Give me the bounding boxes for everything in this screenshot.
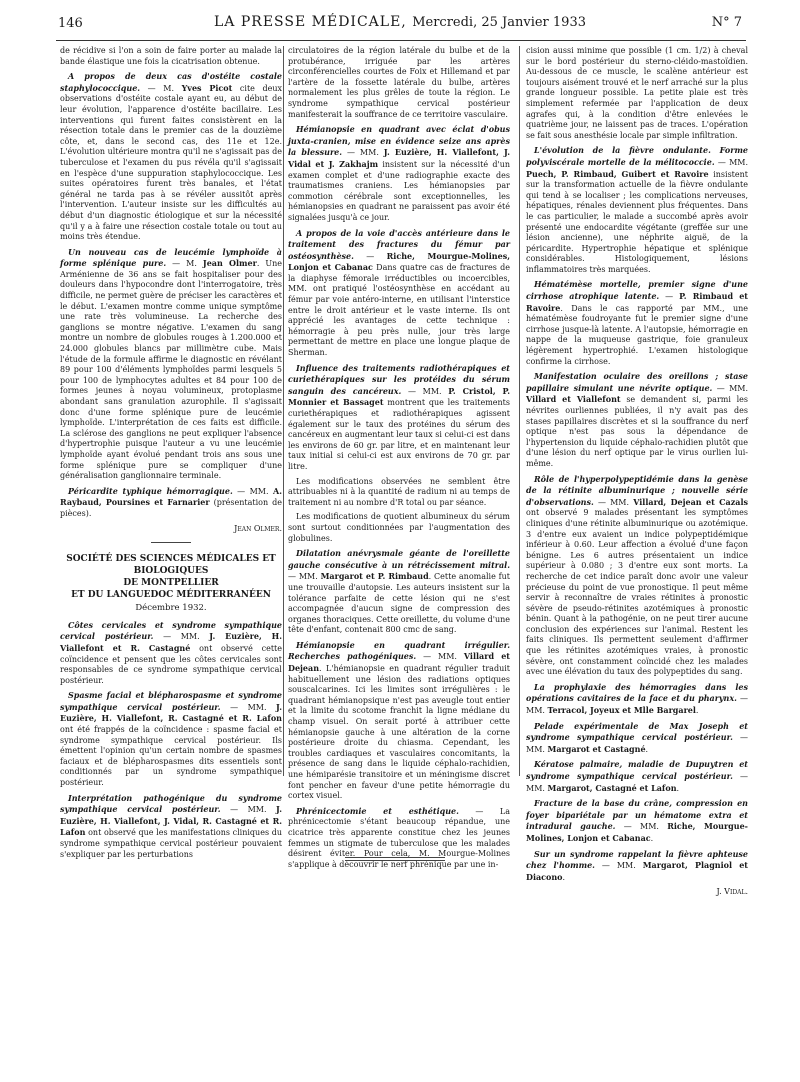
- article-authors: Yves Picot: [181, 82, 233, 93]
- article: A propos de la voie d'accès antérieure dans le traitement des fractures du fémur par ostéosynthèse. — Riche, Mourgue-Molines, Lonjon et Cabanac Dans quatre cas de fractures de la diaphyse fémorale irréductibles ou incoercibles, MM. ont pratiqué l'ostéosynthèse en accédant au fémur par voie antéro-interne, en utilisant l'interstice entre le droit antérieur et le vaste interne. Ils ont apprécié les avantages de cette technique : hémorragie à peu près nulle, jour très large permettant de mettre en place une longue plaque de Sherman.: [288, 227, 510, 358]
- society-line: ET DU LANGUEDOC MÉDITERRANÉEN: [71, 590, 271, 601]
- article-title: Influence des traitements radiothérapiques et curiethérapiques sur les protéides du sérum sanguin des cancéreux.: [288, 362, 510, 396]
- article-authors: P. Cristol, P. Monnier et Bassaget: [288, 385, 510, 408]
- article-title: Pelade expérimentale de Max Joseph et syndrome sympathique cervical postérieur.: [526, 720, 748, 743]
- article-title: La prophylaxie des hémorragies dans les opérations cavitaires de la face et du pharynx.: [526, 681, 748, 704]
- article-authors: Margarot, Plagniol et Diacono: [526, 860, 748, 882]
- column-1: [60, 46, 282, 864]
- article-authors: A. Raybaud, Poursines et Farnarier: [60, 485, 282, 508]
- article-title: Rôle de l'hyperpolypeptidémie dans la genèse de la rétinite albuminurique ; nouvelle série d'observations.: [526, 473, 748, 507]
- article-authors: Margarot et Castagné: [547, 743, 646, 754]
- article: L'évolution de la fièvre ondulante. Forme polyviscérale mortelle de la mélitococcie. — MM. Puech, P. Rimbaud, Guibert et Ravoire insistent sur la transformation actuelle de la fièvre ondulante qui tend à se localiser ; les complications nerveuses, hépatiques, rénales deviennent plus fréquentes. Dans le cas particulier, le malade a succombé après avoir présenté une endocardite végétante (greffée sur une lésion ancienne), une néphrite aiguë, de la péricardite. Hypertrophie hépatique et splénique considérables. Histologiquement, lésions inflammatoires très marquées.: [526, 145, 749, 274]
- paragraph: cision aussi minime que possible (1 cm. 1/2) à cheval sur le bord postérieur du sterno-cléido-mastoïdien. Au-dessous de ce muscle, le scalène antérieur est toujours aisément trouvé et le nerf arraché sur la plus grande longueur possible. La petite plaie est très simplement refermée par l'application de deux agrafes qui, à la condition d'être enlevées le quatrième jour, ne laissent pas de traces. L'opération se fait sous anesthésie locale par simple infiltration.: [526, 46, 748, 140]
- end-rule: [345, 860, 445, 861]
- article-body: L'hémianopsie en quadrant régulier traduit habituellement une lésion des radiations optiques souscalcarines. Ici les limites sont irrégulières : le quadrant hémianopsique n'est pas aveugle tout entier et la limite du scotome franchit la ligne médiane du champ visuel. On serait porté à attribuer cette hémianopsie gauche à une altération de la corne postérieure droite du chiasma. Cependant, les troubles cardiaques et vasculaires concomitants, la présence de sang dans le liquide céphalo-rachidien, une hémiparésie transitoire et un méningisme discret font pencher en faveur d'une petite hémorragie du cortex visuel.: [288, 664, 510, 801]
- article: Interprétation pathogénique du syndrome sympathique cervical postérieur. — MM. J. Euzière, H. Viallefont, J. Vidal, R. Castagné et R. Lafon ont observé que les manifestations cliniques du syndrome sympathique cervical postérieur pouvaient s'expliquer par les perturbations: [60, 792, 282, 859]
- page-header: [50, 12, 750, 34]
- article: Hémianopsie en quadrant irrégulier. Recherches pathogéniques. — MM. Villard et Dejean. L'hémianopsie en quadrant régulier traduit habituellement une lésion des radiations optiques souscalcarines. Ici les limites sont irrégulières : le quadrant hémianopsique n'est pas aveugle tout entier et la limite du scotome franchit la ligne médiane du champ visuel. On serait porté à attribuer cette hémianopsie gauche à une altération de la corne postérieure droite du chiasma. Cependant, les troubles cardiaques et vasculaires concomitants, la présence de sang dans le liquide céphalo-rachidien, une hémiparésie transitoire et un méningisme discret font pencher en faveur d'une petite hémorragie du cortex visuel.: [288, 639, 510, 801]
- article: Pelade expérimentale de Max Joseph et syndrome sympathique cervical postérieur. — MM. Margarot et Castagné.: [526, 720, 748, 754]
- article: La prophylaxie des hémorragies dans les opérations cavitaires de la face et du pharynx. — MM. Terracol, Joyeux et Mlle Bargarel.: [526, 681, 748, 716]
- article: Manifestation oculaire des oreillons ; stase papillaire simulant une névrite optique. — MM. Villard et Viallefont se demandent si, parmi les névrites ourliennes publiées, il n'y avait pas des stases papillaires discrètes et si la souffrance du nerf optique n'est pas sous la dépendance de l'hypertension du liquide céphalo-rachidien plutôt que d'une lésion du nerf optique par le virus ourlien lui-même.: [526, 371, 749, 468]
- article-body: cite deux observations d'ostéite costale ayant eu, au début de leur évolution, l'apparence d'ostéite bacillaire. Les interventions qui furent faites consistèrent en la résection totale dans le premier cas de la douzième côte, et, dans le second cas, des 11e et 12e. L'évolution ultérieure montra qu'il ne s'agissait pas de tuberculose et l'examen du pus révéla qu'il s'agissait en l'espèce d'une suppuration staphylococcique. Les suites opératoires furent très banales, et l'état général ne tarda pas à se révéler aussitôt après l'intervention. L'auteur insiste sur les difficultés au début d'un diagnostic étiologique et sur la nécessité qu'il y a à faire une résection costale totale ou tout au moins très étendue.: [60, 83, 282, 242]
- article-title: Péricardite typhique hémorragique.: [68, 485, 233, 496]
- journal-title: LA PRESSE MÉDICALE,: [214, 14, 407, 30]
- article-authors: J. Euzière, H. Viallefont, R. Castagné et R. Lafon: [60, 701, 282, 724]
- article-title: Dilatation anévrysmale géante de l'oreillette gauche consécutive à un rétrécissement mitral.: [288, 548, 510, 570]
- header-rule: [56, 40, 746, 41]
- article-title: Hématémèse mortelle, premier signe d'une cirrhose atrophique latente.: [526, 279, 748, 302]
- article-body: Dans le cas rapporté par MM., une hématémèse foudroyante fut le premier signe d'une cirrhose jusque-là latente. A l'autopsie, hémorragie en nappe de la muqueuse gastrique, foie granuleux légèrement hypertrophié. L'examen histologique confirme la cirrhose.: [526, 303, 748, 366]
- article-title: Hémianopsie en quadrant avec éclat d'obus juxta-cranien, mise en évidence seize ans après la blessure.: [288, 124, 510, 158]
- article: A propos de deux cas d'ostéite costale staphylococcique. — M. Yves Picot cite deux observations d'ostéite costale ayant eu, au début de leur évolution, l'apparence d'ostéite bacillaire. Les interventions qui furent faites consistèrent en la résection totale dans le premier cas de la douzième côte, et, dans le second cas, des 11e et 12e. L'évolution ultérieure montra qu'il ne s'agissait pas de tuberculose et l'examen du pus révéla qu'il s'agissait en l'espèce d'une suppuration staphylococcique. Les suites opératoires furent très banales, et l'état général ne tarda pas à se révéler aussitôt après l'intervention. L'auteur insiste sur les difficultés au début d'un diagnostic étiologique et sur la nécessité qu'il y a à faire une résection costale totale ou tout au moins très étendue.: [60, 71, 282, 242]
- article-authors: J. Euzière, H. Viallefont et R. Castagné: [60, 631, 283, 653]
- paragraph: circulatoires de la région latérale du bulbe et de la protubérance, irriguée par les artères circonférencielles courtes de Foix et Hillemand et par l'artère de la fossette latérale du bulbe, artères normalement les plus grêles de toute la région. Le syndrome sympathique cervical postérieur manifesterait la souffrance de ce territoire vasculaire.: [288, 46, 510, 119]
- signature: Jean Olmer.: [234, 523, 282, 533]
- issue-number: N° 7: [711, 15, 742, 30]
- article-body: se demandent si, parmi les névrites ourliennes publiées, il n'y avait pas des stases papillaires discrètes et si la souffrance du nerf optique n'est pas sous la dépendance de l'hypertension du liquide céphalo-rachidien plutôt que d'une lésion du nerf optique par le virus ourlien lui-même.: [526, 395, 749, 468]
- article: Kératose palmaire, maladie de Dupuytren et syndrome sympathique cervical postérieur. — MM. Margarot, Castagné et Lafon.: [526, 759, 748, 793]
- article-authors: Puech, P. Rimbaud, Guibert et Ravoire: [526, 168, 709, 179]
- article-title: Kératose palmaire, maladie de Dupuytren et syndrome sympathique cervical postérieur.: [526, 759, 748, 781]
- article: Phrénicectomie et esthétique. — La phrénicectomie s'étant beaucoup répandue, une cicatrice très apparente constitue chez les jeunes femmes un stigmate de tuberculose que les malades désirent éviter. Pour cela, M. Mourgue-Molines s'applique à découvrir le nerf phrénique par une in-: [288, 805, 510, 869]
- article-authors: Margarot et P. Rimbaud: [320, 571, 429, 582]
- column-2: [288, 46, 510, 874]
- article-title: A propos de deux cas d'ostéite costale staphylococcique.: [60, 71, 282, 93]
- article: Un nouveau cas de leucémie lymphoïde à forme splénique pure. — M. Jean Olmer. Une Arménienne de 36 ans se fait hospitaliser pour des douleurs dans l'hypocondre dont l'interrogatoire, très difficile, ne permet guère de préciser les caractères et le début. L'examen montre comme unique symptôme une rate très volumineuse. La recherche des ganglions se montre négative. L'examen du sang montre un nombre de globules rouges à 1.200.000 et 24.000 globules blancs par millimètre cube. Mais l'étude de la formule affirme le diagnostic en révélant 89 pour 100 d'éléments lymphoïdes parmi lesquels 5 pour 100 de lymphocytes adultes et 84 pour 100 de formes jeunes à noyau volumineux, protoplasme abondant sans granulation azurophile. Il s'agissait donc d'une forme splénique pure de leucémie lymphoïde. L'interprétation de ces faits est difficile. La sclérose des ganglions ne peut expliquer l'absence d'hypertrophie puisque l'auteur a vu une leucémie lymphoïde ayant évolué pendant trois ans sous une forme splénique pure se compliquer d'une généralisation ganglionnaire terminale.: [60, 246, 283, 481]
- article-body: ont observé cette coïncidence et pensent que les côtes cervicales sont responsables de ce syndrome sympathique cervical postérieur.: [60, 643, 282, 685]
- article: Hématémèse mortelle, premier signe d'une cirrhose atrophique latente. — P. Rimbaud et Ravoire. Dans le cas rapporté par MM., une hématémèse foudroyante fut le premier signe d'une cirrhose jusque-là latente. A l'autopsie, hémorragie en nappe de la muqueuse gastrique, foie granuleux légèrement hypertrophié. L'examen histologique confirme la cirrhose.: [526, 279, 748, 366]
- article-body: ont observé que les manifestations cliniques du syndrome sympathique cervical postérieur pouvaient s'expliquer par les perturbations: [60, 828, 282, 859]
- article-body: (présentation de pièces).: [60, 498, 282, 518]
- column-divider: [519, 46, 520, 776]
- paragraph: de récidive si l'on a soin de faire porter au malade la bande élastique une fois la cicatrisation obtenue.: [60, 46, 282, 66]
- article: Hémianopsie en quadrant avec éclat d'obus juxta-cranien, mise en évidence seize ans après la blessure. — MM. J. Euzière, H. Viallefont, J. Vidal et J. Zakhajm insistent sur la nécessité d'un examen complet et d'une radiographie exacte des traumatismes craniens. Les hémianopsies par commotion cérébrale sont exceptionnelles, les hémianopsies en quadrant ne paraissent pas avoir été signalées jusqu'à ce jour.: [288, 124, 511, 222]
- article-authors: Riche, Mourgue-Molines, Lonjon et Cabanac: [526, 821, 749, 843]
- article-authors: Villard et Viallefont: [526, 394, 621, 405]
- society-line: DE MONTPELLIER: [123, 578, 219, 589]
- article-title: Hémianopsie en quadrant irrégulier. Recherches pathogéniques.: [288, 639, 510, 662]
- article-title: L'évolution de la fièvre ondulante. Forme polyviscérale mortelle de la mélitococcie.: [526, 145, 748, 167]
- column-3: [526, 46, 748, 902]
- article-authors: Villard et Dejean: [288, 651, 510, 674]
- end-rule: [345, 857, 445, 858]
- article-body: ont été frappés de la coïncidence : spasme facial et syndrome sympathique cervical postérieur. Ils émettent l'opinion qu'un certain nombre de spasmes faciaux et de blépharospasmes dits essentiels sont conditionnés par un syndrome sympathique postérieur.: [60, 725, 282, 788]
- column-divider: [283, 46, 284, 776]
- article-body: Cette anomalie fut une trouvaille d'autopsie. Les auteurs insistent sur la tolérance parfaite de cette lésion qui ne s'est accompagnée d'aucun signe de compression des organes thoraciques. Cette oreillette, du volume d'une tête d'enfant, contenait 800 cmc de sang.: [288, 572, 510, 635]
- article: Sur un syndrome rappelant la fièvre aphteuse chez l'homme. — MM. Margarot, Plagniol et Diacono.: [526, 848, 748, 882]
- article-body: ont observé 9 malades présentant les symptômes cliniques d'une rétinite albuminurique ou azotémique. 3 d'entre eux avaient un indice polypeptidémique inférieur à 0.60. Leur affection a évolué d'une façon bénigne. Les 6 autres présentaient un indice supérieur à 0.080 ; 3 d'entre eux sont morts. La recherche de cet indice paraît donc avoir une valeur précieuse du point de vue pronostique. Il peut même servir à reconnaître de vraies rétinites à pronostic sévère de pseudo-rétinites azotémiques à pronostic bénin. Quant à la pathogénie, on ne peut tirer aucune conclusion des expériences sur l'animal. Restent les faits cliniques. Ils permettent seulement d'affirmer que les rétinites azotémiques vraies, à pronostic sévère, ont constamment coïncidé chez les malades avec une élévation du taux des polypeptides du sang.: [526, 508, 748, 677]
- article: Fracture de la base du crâne, compression en foyer bipariétale par un hématome extra et intradural gauche. — MM. Riche, Mourgue-Molines, Lonjon et Cabanac.: [526, 798, 749, 843]
- article-authors: P. Rimbaud et Ravoire: [526, 291, 748, 313]
- article-title: Côtes cervicales et syndrome sympathique cervical postérieur.: [60, 619, 282, 642]
- society-heading: [60, 553, 282, 601]
- signature: J. Vidal.: [716, 887, 748, 897]
- article-title: Interprétation pathogénique du syndrome sympathique cervical postérieur.: [60, 792, 282, 815]
- article: Spasme facial et blépharospasme et syndrome sympathique cervical postérieur. — MM. J. Euzière, H. Viallefont, R. Castagné et R. Lafon ont été frappés de la coïncidence : spasme facial et syndrome sympathique cervical postérieur. Ils émettent l'opinion qu'un certain nombre de spasmes faciaux et de blépharospasmes dits essentiels sont conditionnés par un syndrome sympathique postérieur.: [60, 690, 282, 788]
- journal-title-line: [50, 14, 750, 30]
- paragraph: Les modifications de quotient albumineux du sérum sont surtout conditionnées par l'augmentation des globulines.: [288, 512, 510, 543]
- article: Côtes cervicales et syndrome sympathique cervical postérieur. — MM. J. Euzière, H. Viallefont et R. Castagné ont observé cette coïncidence et pensent que les côtes cervicales sont responsables de ce syndrome sympathique cervical postérieur.: [60, 619, 283, 685]
- paragraph: Les modifications observées ne semblent être attribuables ni à la quantité de radium ni au temps de traitement ni au nombre d'R total ou par séance.: [288, 476, 510, 507]
- article-body: montrent que les traitements curiethérapiques et radiothérapiques agissent également sur le taux des protéines du sérum des cancéreux en augmentant leur taux si celui-ci est dans les environs de 60 gr. par litre, et en maintenant leur taux initial si celui-ci est aux environs de 70 gr. par litre.: [288, 398, 510, 471]
- page-number: 146: [58, 16, 83, 31]
- article-body: insistent sur la nécessité d'un examen complet et d'une radiographie exacte des traumatismes craniens. Les hémianopsies par commotion cérébrale sont exceptionnelles, les hémianopsies en quadrant ne paraissent pas avoir été signalées jusqu'à ce jour.: [288, 159, 511, 222]
- separator-rule: [151, 542, 191, 543]
- article-authors: Margarot, Castagné et Lafon: [547, 782, 677, 793]
- article-title: Spasme facial et blépharospasme et syndrome sympathique cervical postérieur.: [60, 690, 282, 712]
- article: Rôle de l'hyperpolypeptidémie dans la genèse de la rétinite albuminurique ; nouvelle série d'observations. — MM. Villard, Dejean et Cazals ont observé 9 malades présentant les symptômes cliniques d'une rétinite albuminurique ou azotémique. 3 d'entre eux avaient un indice polypeptidémique inférieur à 0.60. Leur affection a évolué d'une façon bénigne. Les 6 autres présentaient un indice supérieur à 0.080 ; 3 d'entre eux sont morts. La recherche de cet indice paraît donc avoir une valeur précieuse du point de vue pronostique. Il peut même servir à reconnaître de vraies rétinites à pronostic sévère de pseudo-rétinites azotémiques à pronostic bénin. Quant à la pathogénie, on ne peut tirer aucune conclusion des expériences sur l'animal. Restent les faits cliniques. Ils permettent seulement d'affirmer que les rétinites azotémiques vraies, à pronostic sévère, ont constamment coïncidé chez les malades avec une élévation du taux des polypeptides du sang.: [526, 473, 748, 677]
- article-body: Une Arménienne de 36 ans se fait hospitaliser pour des douleurs dans l'hypocondre dont l'interrogatoire, très difficile, ne permet guère de préciser les caractères et le début. L'examen montre comme unique symptôme une rate très volumineuse. La recherche des ganglions se montre négative. L'examen du sang montre un nombre de globules rouges à 1.200.000 et 24.000 globules blancs par millimètre cube. Mais l'étude de la formule affirme le diagnostic en révélant 89 pour 100 d'éléments lymphoïdes parmi lesquels 5 pour 100 de lymphocytes adultes et 84 pour 100 de formes jeunes à noyau volumineux, protoplasme abondant sans granulation azurophile. Il s'agissait donc d'une forme splénique pure de leucémie lymphoïde. L'interprétation de ces faits est difficile. La sclérose des ganglions ne peut expliquer l'absence d'hypertrophie puisque l'auteur a vu une leucémie lymphoïde ayant évolué pendant trois ans sous une forme splénique pure se compliquer d'une généralisation ganglionnaire terminale.: [60, 259, 283, 481]
- article-body: Dans quatre cas de fractures de la diaphyse fémorale irréductibles ou incoercibles, MM. ont pratiqué l'ostéosynthèse en accédant au fémur par voie antéro-interne, en utilisant l'interstice entre le droit antérieur et le vaste interne. Ils ont apprécié les avantages de cette technique : hémorragie à peu près nulle, jour très large permettant de mettre en place une longue plaque de Sherman.: [288, 263, 510, 358]
- society-date: Décembre 1932.: [135, 603, 207, 614]
- article-authors: Jean Olmer: [202, 258, 257, 269]
- article: Dilatation anévrysmale géante de l'oreillette gauche consécutive à un rétrécissement mitral. — MM. Margarot et P. Rimbaud. Cette anomalie fut une trouvaille d'autopsie. Les auteurs insistent sur la tolérance parfaite de cette lésion qui ne s'est accompagnée d'aucun signe de compression des organes thoraciques. Cette oreillette, du volume d'une tête d'enfant, contenait 800 cmc de sang.: [288, 548, 510, 635]
- article-title: Manifestation oculaire des oreillons ; stase papillaire simulant une névrite optique.: [526, 371, 748, 393]
- article-authors: Terracol, Joyeux et Mlle Bargarel: [547, 705, 696, 716]
- article-title: Un nouveau cas de leucémie lymphoïde à forme splénique pure.: [60, 246, 282, 269]
- issue-date: Mercredi, 25 Janvier 1933: [412, 15, 586, 30]
- society-line: SOCIÉTÉ DES SCIENCES MÉDICALES ET BIOLOGIQUES: [66, 554, 276, 577]
- article-body: La phrénicectomie s'étant beaucoup répandue, une cicatrice très apparente constitue chez les jeunes femmes un stigmate de tuberculose que les malades désirent éviter. Pour cela, M. Mourgue-Molines s'applique à découvrir le nerf phrénique par une in-: [288, 806, 510, 869]
- article-authors: J. Euzière, H. Viallefont, J. Vidal et J. Zakhajm: [288, 147, 510, 169]
- article-title: Phrénicectomie et esthétique.: [296, 805, 459, 816]
- article-body: insistent sur la transformation actuelle de la fièvre ondulante qui tend à se localiser ; les complications nerveuses, hépatiques, rénales deviennent plus fréquentes. Dans le cas particulier, le malade a succombé après avoir présenté une endocardite végétante (greffée sur une lésion ancienne), une néphrite aiguë, de la péricardite. Hypertrophie hépatique et splénique considérables. Histologiquement, lésions inflammatoires très marquées.: [526, 169, 748, 274]
- article-title: A propos de la voie d'accès antérieure dans le traitement des fractures du fémur par ostéosynthèse.: [288, 227, 510, 261]
- article-authors: J. Euzière, H. Viallefont, J. Vidal, R. Castagné et R. Lafon: [60, 804, 282, 838]
- article-title: Fracture de la base du crâne, compression en foyer bipariétale par un hématome extra et intradural gauche.: [526, 798, 748, 832]
- article-authors: Villard, Dejean et Cazals: [633, 496, 748, 507]
- article: Influence des traitements radiothérapiques et curiethérapiques sur les protéides du sérum sanguin des cancéreux. — MM. P. Cristol, P. Monnier et Bassaget montrent que les traitements curiethérapiques et radiothérapiques agissent également sur le taux des protéines du sérum des cancéreux en augmentant leur taux si celui-ci est dans les environs de 60 gr. par litre, et en maintenant leur taux initial si celui-ci est aux environs de 70 gr. par litre.: [288, 362, 510, 471]
- article-title: Sur un syndrome rappelant la fièvre aphteuse chez l'homme.: [526, 848, 748, 871]
- article: Péricardite typhique hémorragique. — MM. A. Raybaud, Poursines et Farnarier (présentation de pièces).: [60, 485, 282, 518]
- article-authors: Riche, Mourgue-Molines, Lonjon et Cabanac: [288, 250, 510, 273]
